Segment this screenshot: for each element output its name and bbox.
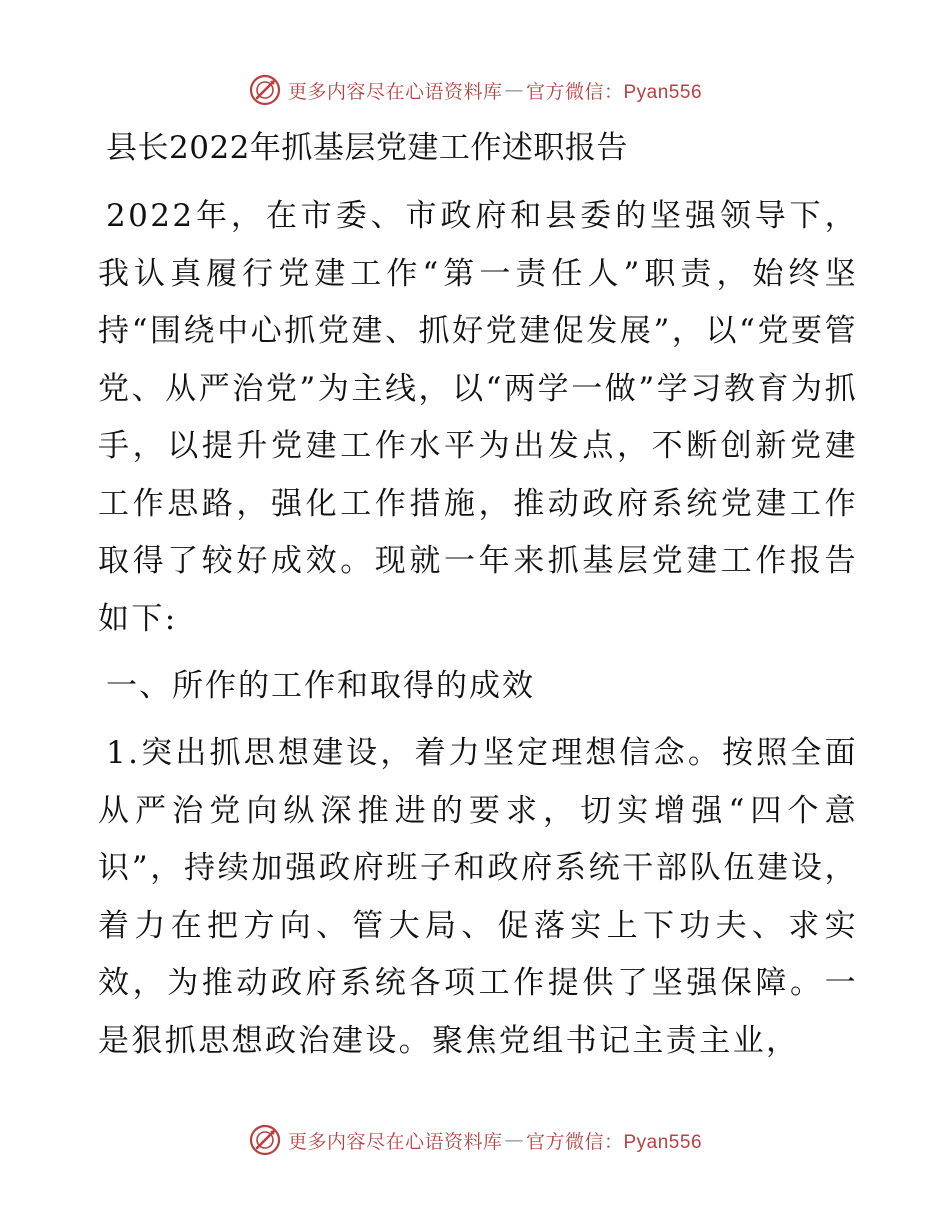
paragraph-intro: 2022年，在市委、市政府和县委的坚强领导下，我认真履行党建工作“第一责任人”职责，始终坚持“围绕中心抓党建、抓好党建促发展”，以“党要管党、从严治党”为主线，以“两学一做”学习教育为抓手，以提升党建工作水平为出发点，不断创新党建工作思路，强化工作措施，推动政府系统党建工作取得了较好成效。现就一年来抓基层党建工作报告如下: — [98, 198, 858, 637]
watermark-wechat: 官方微信：Pyan556 — [526, 81, 703, 103]
paragraph-section-1: 1.突出抓思想建设，着力坚定理想信念。按照全面从严治党向纵深推进的要求，切实增强“四个意识”，持续加强政府班子和政府系统干部队伍建设，着力在把方向、管大局、促落实上下功夫、求实效，为推动政府系统各项工作提供了坚强保障。一是狠抓思想政治建设。聚焦党组书记主责主业， — [98, 735, 858, 1059]
watermark-wechat: 官方微信：Pyan556 — [526, 1131, 703, 1153]
section-heading: 一、所作的工作和取得的成效 — [106, 668, 535, 704]
watermark-text: 更多内容尽在心语资料库 — [287, 1130, 503, 1153]
document-title: 县长2022年抓基层党建工作述职报告 — [106, 130, 628, 166]
logo-icon — [248, 73, 282, 107]
header-watermark — [0, 70, 950, 110]
document-body — [98, 122, 858, 1070]
watermark-separator: — — [504, 1129, 524, 1151]
footer-watermark — [0, 1120, 950, 1160]
watermark-text: 更多内容尽在心语资料库 — [287, 80, 503, 103]
watermark-separator: — — [504, 79, 524, 101]
logo-icon — [248, 1123, 282, 1157]
